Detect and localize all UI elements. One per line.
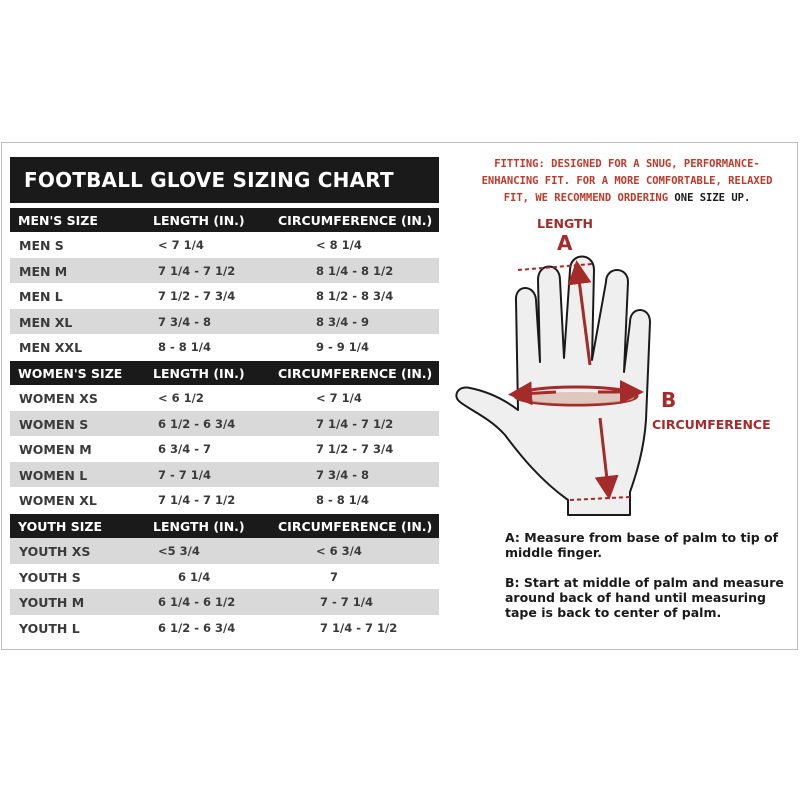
table-row — [10, 334, 439, 360]
table-row — [10, 411, 439, 437]
length-cell: < 7 1/4 — [158, 238, 204, 252]
size-cell: WOMEN XL — [19, 493, 97, 509]
length-cell: 7 1/2 - 7 3/4 — [158, 289, 236, 304]
size-cell: YOUTH S — [19, 569, 81, 585]
circumference-cell: 7 — [330, 569, 339, 584]
length-cell: 6 1/4 - 6 1/2 — [158, 595, 236, 610]
table-row — [10, 615, 439, 641]
length-cell: 6 1/2 - 6 3/4 — [158, 620, 236, 635]
length-cell: <5 3/4 — [158, 544, 200, 558]
chart-title: FOOTBALL GLOVE SIZING CHART — [10, 157, 439, 203]
womens-size-table — [10, 361, 439, 513]
size-cell: WOMEN S — [19, 416, 89, 432]
circumference-cell: 7 1/4 - 7 1/2 — [316, 416, 394, 431]
size-column-header: YOUTH SIZE — [18, 519, 102, 534]
b-marker: B — [661, 388, 677, 412]
length-column-header: LENGTH (IN.) — [153, 519, 245, 534]
size-cell: WOMEN L — [19, 467, 88, 483]
table-row — [10, 385, 439, 411]
length-cell: 7 1/4 - 7 1/2 — [158, 493, 236, 508]
size-cell: WOMEN XS — [19, 391, 98, 406]
circumference-cell: < 7 1/4 — [316, 391, 362, 405]
length-cell: < 6 1/2 — [158, 391, 204, 405]
table-row — [10, 309, 439, 335]
size-cell: MEN S — [19, 238, 64, 253]
table-row — [10, 283, 439, 309]
table-row — [10, 462, 439, 488]
length-column-header: LENGTH (IN.) — [153, 366, 245, 381]
circumference-cell: 7 1/2 - 7 3/4 — [316, 442, 394, 457]
womens-table-header — [10, 361, 439, 385]
length-cell: 7 1/4 - 7 1/2 — [158, 263, 236, 278]
table-row — [10, 232, 439, 258]
fitting-note — [462, 156, 792, 207]
size-column-header: WOMEN'S SIZE — [18, 366, 123, 381]
circumference-cell: < 6 3/4 — [316, 544, 362, 558]
youth-table-header — [10, 514, 439, 538]
length-cell: 6 3/4 - 7 — [158, 442, 211, 457]
table-row — [10, 589, 439, 615]
mens-size-table — [10, 208, 439, 360]
circumference-cell: 7 3/4 - 8 — [316, 467, 369, 482]
table-row — [10, 436, 439, 462]
size-cell: WOMEN M — [19, 442, 92, 458]
circumference-column-header: CIRCUMFERENCE (IN.) — [278, 519, 433, 534]
circumference-cell: 7 - 7 1/4 — [320, 595, 373, 610]
circumference-arrow-left — [520, 392, 556, 394]
mens-table-header — [10, 208, 439, 232]
a-marker: A — [557, 231, 573, 255]
circumference-cell: 8 1/2 - 8 3/4 — [316, 289, 394, 304]
fitting-line-3-text: FIT, WE RECOMMEND ORDERING — [503, 192, 669, 204]
table-row — [10, 487, 439, 513]
size-column-header: MEN'S SIZE — [18, 213, 98, 228]
length-cell: 8 - 8 1/4 — [158, 340, 211, 355]
table-row — [10, 538, 439, 564]
length-column-header: LENGTH (IN.) — [153, 213, 245, 228]
circumference-column-header: CIRCUMFERENCE (IN.) — [278, 213, 433, 228]
circumference-cell: 8 - 8 1/4 — [316, 493, 369, 508]
circumference-cell: 8 3/4 - 9 — [316, 314, 369, 329]
table-row — [10, 564, 439, 590]
hand-diagram — [450, 250, 670, 530]
fitting-line-3 — [462, 190, 792, 207]
length-cell: 7 - 7 1/4 — [158, 467, 211, 482]
fitting-line-2: ENHANCING FIT. FOR A MORE COMFORTABLE, RELAXED — [481, 175, 773, 187]
size-cell: YOUTH M — [19, 595, 85, 611]
hand-outline — [456, 257, 650, 516]
circumference-cell: 8 1/4 - 8 1/2 — [316, 263, 394, 278]
circumference-cell: < 8 1/4 — [316, 238, 362, 252]
circumference-cell: 9 - 9 1/4 — [316, 340, 369, 355]
youth-size-table — [10, 514, 439, 640]
circumference-cell: 7 1/4 - 7 1/2 — [320, 620, 398, 635]
table-row — [10, 258, 439, 284]
length-cell: 6 1/2 - 6 3/4 — [158, 416, 236, 431]
fitting-line-1: FITTING: DESIGNED FOR A SNUG, PERFORMANCE- — [494, 158, 760, 170]
circumference-column-header: CIRCUMFERENCE (IN.) — [278, 366, 433, 381]
instruction-b: B: Start at middle of palm and measure around back of hand until measuring tape is back to center of palm. — [505, 575, 784, 620]
size-cell: YOUTH L — [19, 620, 80, 636]
size-cell: MEN M — [19, 263, 68, 279]
size-cell: MEN XL — [19, 314, 73, 330]
size-cell: YOUTH XS — [19, 544, 91, 559]
fitting-emphasis: ONE SIZE UP. — [674, 192, 751, 204]
length-cell: 7 3/4 - 8 — [158, 314, 211, 329]
length-cell: 6 1/4 — [178, 569, 211, 584]
instruction-a: A: Measure from base of palm to tip of middle finger. — [505, 530, 779, 560]
size-cell: MEN L — [19, 289, 63, 305]
size-cell: MEN XXL — [19, 340, 83, 356]
length-label: LENGTH — [537, 216, 593, 231]
circumference-label: CIRCUMFERENCE — [652, 417, 771, 432]
